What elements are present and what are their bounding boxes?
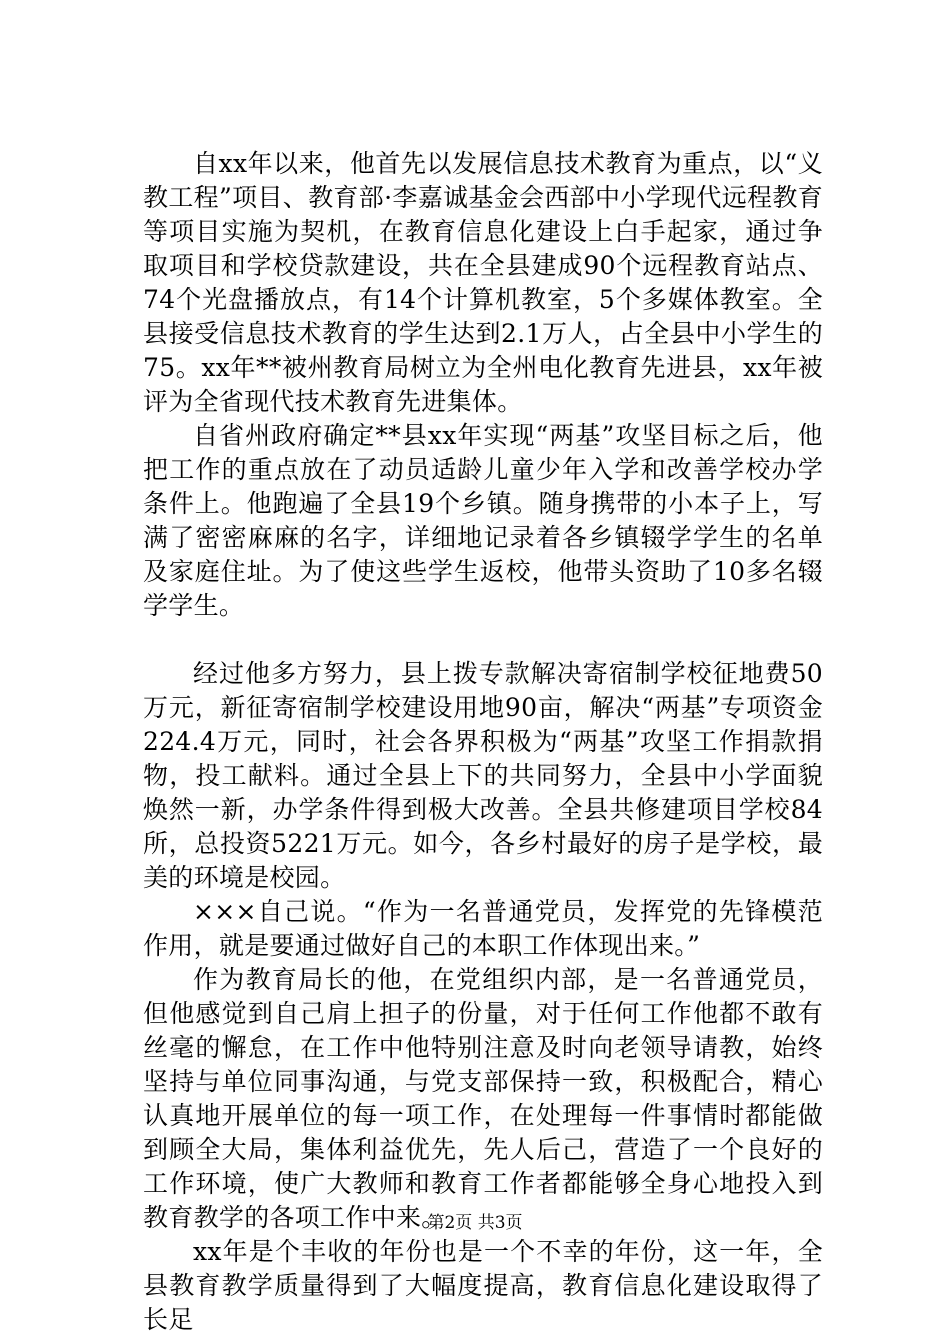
paragraph-distance-education: 自xx年以来，他首先以发展信息技术教育为重点，以“义教工程”项目、教育部·李嘉诚基金会西部中小学现代远程教育等项目实施为契机，在教育信息化建设上白手起家，通过争取项目和学校贷款建设，共在全县建成90个远程教育站点、74个光盘播放点，有14个计算机教室，5个多媒体教室。全县接受信息技术教育的学生达到2.1万人，占全县中小学生的75。xx年**被州教育局树立为全州电化教育先进县，xx年被评为全省现代技术教育先进集体。: [143, 149, 823, 416]
paragraph-liangji-goal: 自省州政府确定**县xx年实现“两基”攻坚目标之后，他把工作的重点放在了动员适龄儿童少年入学和改善学校办学条件上。他跑遍了全县19个乡镇。随身携带的小本子上，写满了密密麻麻的名字，详细地记录着各乡镇辍学学生的名单及家庭住址。为了使这些学生返校，他带头资助了10多名辍学学生。: [143, 421, 823, 620]
paragraph-harvest-year: xx年是个丰收的年份也是一个不幸的年份，这一年，全县教育教学质量得到了大幅度提高，教育信息化建设取得了长足: [143, 1237, 823, 1334]
page-number-footer: 第2页 共3页: [427, 1213, 523, 1233]
document-body: [143, 147, 823, 1337]
paragraph-party-member: 作为教育局长的他，在党组织内部，是一名普通党员，但他感觉到自己肩上担子的份量，对于任何工作他都不敢有丝毫的懈怠，在工作中他特别注意及时向老领导请教，始终坚持与单位同事沟通，与党支部保持一致，积极配合，精心认真地开展单位的每一项工作，在处理每一件事情时都能做到顾全大局，集体利益优先，先人后己，营造了一个良好的工作环境，使广大教师和教育工作者都能够全身心地投入到教育教学的各项工作中来。: [143, 965, 823, 1232]
paragraph-funding-results: 经过他多方努力，县上拨专款解决寄宿制学校征地费50万元，新征寄宿制学校建设用地90亩，解决“两基”专项资金224.4万元，同时，社会各界积极为“两基”攻坚工作捐款捐物，投工献料。通过全县上下的共同努力，全县中小学面貌焕然一新，办学条件得到极大改善。全县共修建项目学校84所，总投资5221万元。如今，各乡村最好的房子是学校，最美的环境是校园。: [143, 659, 823, 892]
paragraph-quote: ×××自己说。“作为一名普通党员，发挥党的先锋模范作用，就是要通过做好自己的本职工作体现出来。”: [143, 897, 823, 960]
